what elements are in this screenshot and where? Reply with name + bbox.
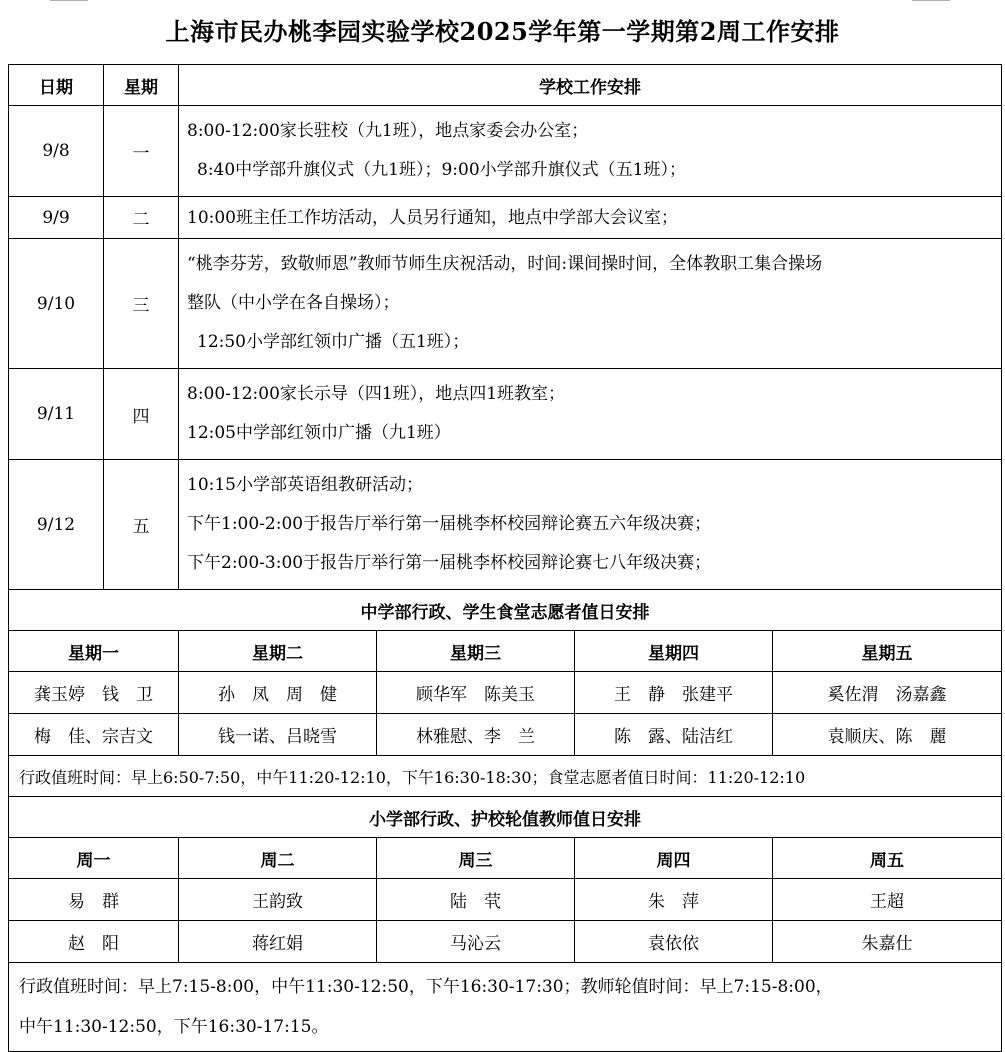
schedule-line: 整队（中小学在各自操场）； bbox=[187, 293, 400, 313]
duty-names: 蒋红娟 bbox=[179, 921, 377, 963]
duty-names: 王超 bbox=[773, 879, 1002, 921]
primary-names-row bbox=[9, 879, 1002, 921]
duty-names: 陈 露、陆洁红 bbox=[575, 714, 773, 756]
duty-names: 赵 阳 bbox=[9, 921, 179, 963]
middle-section-row bbox=[9, 590, 1002, 631]
schedule-date: 9/8 bbox=[9, 106, 104, 197]
schedule-line: 12:05中学部红领巾广播（九1班） bbox=[187, 423, 451, 443]
primary-note-line: 行政值班时间：早上7:15-8:00，中午11:30-12:50，下午16:30-17:30；教师轮值时间：早上7:15-8:00， bbox=[19, 977, 833, 997]
schedule-line: 12:50小学部红领巾广播（五1班）； bbox=[197, 332, 470, 352]
middle-names-row bbox=[9, 714, 1002, 756]
schedule-date: 9/9 bbox=[9, 197, 104, 239]
duty-names: 奚佐渭 汤嘉鑫 bbox=[773, 672, 1002, 714]
schedule-line: 8:00-12:00家长驻校（九1班），地点家委会办公室； bbox=[187, 121, 589, 141]
duty-names: 朱 萍 bbox=[575, 879, 773, 921]
primary-note-row bbox=[9, 963, 1002, 1052]
schedule-row bbox=[9, 106, 1002, 197]
middle-names-row bbox=[9, 672, 1002, 714]
duty-names: 王 静 张建平 bbox=[575, 672, 773, 714]
duty-names: 林雅慰、李 兰 bbox=[377, 714, 575, 756]
middle-day-header: 星期三 bbox=[377, 631, 575, 672]
primary-duty-note bbox=[9, 963, 1002, 1052]
date-header: 日期 bbox=[9, 65, 104, 106]
schedule-weekday: 二 bbox=[104, 197, 179, 239]
middle-day-header: 星期五 bbox=[773, 631, 1002, 672]
middle-duty-note: 行政值班时间：早上6:50-7:50，中午11:20-12:10，下午16:30-18:30；食堂志愿者值日时间：11:20-12:10 bbox=[9, 756, 1002, 797]
schedule-line: 10:15小学部英语组教研活动； bbox=[187, 475, 423, 495]
schedule-weekday: 四 bbox=[104, 369, 179, 460]
schedule-row bbox=[9, 239, 1002, 369]
middle-days-row bbox=[9, 631, 1002, 672]
schedule-table bbox=[8, 64, 1002, 1052]
schedule-content bbox=[179, 369, 1002, 460]
work-header: 学校工作安排 bbox=[179, 65, 1002, 106]
duty-names: 陆 茕 bbox=[377, 879, 575, 921]
schedule-line: “桃李芬芳，致敬师恩”教师节师生庆祝活动，时间:课间操时间，全体教职工集合操场 bbox=[187, 254, 823, 274]
duty-names: 龚玉婷 钱 卫 bbox=[9, 672, 179, 714]
duty-names: 马沁云 bbox=[377, 921, 575, 963]
schedule-header-row bbox=[9, 65, 1002, 106]
duty-names: 王韵致 bbox=[179, 879, 377, 921]
middle-note-row bbox=[9, 756, 1002, 797]
duty-names: 钱一诺、吕晓雪 bbox=[179, 714, 377, 756]
duty-names: 袁依依 bbox=[575, 921, 773, 963]
schedule-weekday: 三 bbox=[104, 239, 179, 369]
primary-section-title: 小学部行政、护校轮值教师值日安排 bbox=[9, 797, 1002, 838]
primary-days-row bbox=[9, 838, 1002, 879]
schedule-row bbox=[9, 197, 1002, 239]
middle-section-title: 中学部行政、学生食堂志愿者值日安排 bbox=[9, 590, 1002, 631]
primary-day-header: 周五 bbox=[773, 838, 1002, 879]
schedule-date: 9/10 bbox=[9, 239, 104, 369]
schedule-row bbox=[9, 369, 1002, 460]
duty-names: 顾华军 陈美玉 bbox=[377, 672, 575, 714]
primary-day-header: 周一 bbox=[9, 838, 179, 879]
primary-day-header: 周二 bbox=[179, 838, 377, 879]
schedule-content bbox=[179, 460, 1002, 590]
duty-names: 易 群 bbox=[9, 879, 179, 921]
schedule-content bbox=[179, 239, 1002, 369]
primary-note-line: 中午11:30-12:50，下午16:30-17:15。 bbox=[19, 1017, 329, 1037]
middle-day-header: 星期一 bbox=[9, 631, 179, 672]
weekday-header: 星期 bbox=[104, 65, 179, 106]
duty-names: 袁顺庆、陈 麗 bbox=[773, 714, 1002, 756]
schedule-weekday: 五 bbox=[104, 460, 179, 590]
duty-names: 孙 凤 周 健 bbox=[179, 672, 377, 714]
primary-section-row bbox=[9, 797, 1002, 838]
primary-names-row bbox=[9, 921, 1002, 963]
schedule-weekday: 一 bbox=[104, 106, 179, 197]
middle-day-header: 星期二 bbox=[179, 631, 377, 672]
schedule-line: 8:40中学部升旗仪式（九1班）；9:00小学部升旗仪式（五1班）； bbox=[197, 160, 686, 180]
primary-day-header: 周三 bbox=[377, 838, 575, 879]
schedule-line: 10:00班主任工作坊活动，人员另行通知，地点中学部大会议室； bbox=[187, 207, 678, 228]
schedule-row bbox=[9, 460, 1002, 590]
schedule-date: 9/11 bbox=[9, 369, 104, 460]
page-title: 上海市民办桃李园实验学校2025学年第一学期第2周工作安排 bbox=[165, 17, 840, 46]
schedule-date: 9/12 bbox=[9, 460, 104, 590]
middle-day-header: 星期四 bbox=[575, 631, 773, 672]
schedule-line: 下午1:00-2:00于报告厅举行第一届桃李杯校园辩论赛五六年级决赛； bbox=[187, 514, 712, 534]
duty-names: 朱嘉仕 bbox=[773, 921, 1002, 963]
schedule-content bbox=[179, 197, 1002, 239]
schedule-line: 8:00-12:00家长示导（四1班），地点四1班教室； bbox=[187, 384, 566, 404]
primary-day-header: 周四 bbox=[575, 838, 773, 879]
page-corner-mark-left bbox=[50, 0, 88, 3]
page-corner-mark-right bbox=[912, 0, 950, 3]
schedule-content bbox=[179, 106, 1002, 197]
schedule-line: 下午2:00-3:00于报告厅举行第一届桃李杯校园辩论赛七八年级决赛； bbox=[187, 553, 712, 573]
duty-names: 梅 佳、宗吉文 bbox=[9, 714, 179, 756]
